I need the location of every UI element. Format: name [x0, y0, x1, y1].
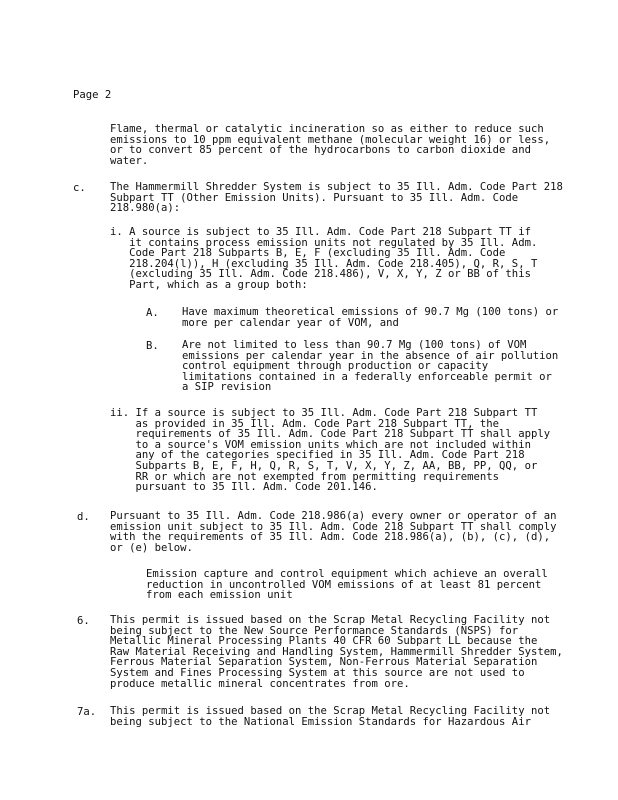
section-c-i-line: i. A source is subject to 35 Ill. Adm. Code Part 218 Subpart TT if: [110, 226, 531, 238]
section-6-line: produce metallic mineral concentrates from ore.: [110, 677, 410, 690]
section-d-paragraph: [110, 511, 556, 553]
section-c-ii-line: as provided in 35 Ill. Adm. Code Part 218 Subpart TT, the: [110, 417, 500, 430]
item-a-paragraph: [182, 307, 558, 328]
item-b-letter: B.: [146, 340, 159, 352]
section-c-line: 218.980(a):: [110, 202, 181, 215]
section-c-line: The Hammermill Shredder System is subject to 35 Ill. Adm. Code Part 218: [110, 181, 563, 193]
section-d-sub-line: Emission capture and control equipment which achieve an overall: [146, 568, 548, 580]
intro-line: Flame, thermal or catalytic incineration so as either to reduce such: [110, 123, 544, 135]
section-7a-line: This permit is issued based on the Scrap Metal Recycling Facility not: [110, 705, 551, 717]
section-c-ii-line: any of the categories specified in 35 Ill. Adm. Code Part 218: [110, 449, 525, 462]
section-7a-paragraph: [110, 706, 550, 727]
intro-line: emissions to 10 ppm equivalent methane (molecular weight 16) or less,: [110, 133, 551, 146]
section-d-number: d.: [77, 511, 90, 523]
item-b-line: limitations contained in a federally enforceable permit or: [182, 370, 552, 383]
section-c-i-line: Code Part 218 Subparts B, E, F (excluding 35 Ill. Adm. Code: [110, 247, 506, 260]
section-d-sub-line: from each emission unit: [146, 589, 293, 602]
item-b-line: control equipment through production or capacity: [182, 360, 489, 373]
intro-paragraph: [110, 124, 550, 166]
section-c-i-line: it contains process emission units not regulated by 35 Ill. Adm.: [110, 236, 538, 249]
section-6-line: Metallic Mineral Processing Plants 40 CFR 60 Subpart LL because the: [110, 635, 538, 648]
item-b-line: a SIP revision: [182, 381, 272, 394]
section-6-line: Ferrous Material Separation System, Non-Ferrous Material Separation: [110, 656, 538, 669]
section-6-paragraph: [110, 615, 563, 689]
item-a-line: Have maximum theoretical emissions of 90.7 Mg (100 tons) or: [182, 306, 559, 318]
section-c-ii-line: RR or which are not exempted from permitting requirements: [110, 470, 500, 483]
section-d-line: Pursuant to 35 Ill. Adm. Code 218.986(a) every owner or operator of an: [110, 510, 557, 522]
section-6-line: being subject to the New Source Performance Standards (NSPS) for: [110, 624, 519, 637]
section-6-number: 6.: [77, 615, 90, 627]
section-c-ii-line: Subparts B, E, F, H, Q, R, S, T, V, X, Y, Z, AA, BB, PP, QQ, or: [110, 459, 538, 472]
section-7a-number: 7a.: [77, 706, 97, 718]
section-c-number: c.: [73, 182, 86, 194]
intro-line: water.: [110, 154, 149, 167]
section-c-ii-paragraph: [110, 408, 550, 493]
item-b-paragraph: [182, 340, 558, 393]
item-a-letter: A.: [146, 307, 159, 319]
section-d-line: with the requirements of 35 Ill. Adm. Code 218.986(a), (b), (c), (d),: [110, 531, 551, 544]
section-6-line: Raw Material Receiving and Handling System, Hammermill Shredder System,: [110, 645, 563, 658]
section-c-paragraph: [110, 182, 563, 214]
section-c-i-paragraph: [110, 227, 537, 291]
section-c-i-line: (excluding 35 Ill. Adm. Code 218.486), V, X, Y, Z or BB of this: [110, 268, 531, 281]
section-c-ii-line: ii. If a source is subject to 35 Ill. Adm. Code Part 218 Subpart TT: [110, 407, 538, 419]
section-c-i-line: Part, which as a group both:: [110, 278, 308, 291]
section-c-ii-line: to a source's VOM emission units which are not included within: [110, 438, 531, 451]
page-number: Page 2: [73, 89, 112, 101]
intro-line: or to convert 85 percent of the hydrocarbons to carbon dioxide and: [110, 144, 531, 157]
section-7a-line: being subject to the National Emission Standards for Hazardous Air: [110, 715, 531, 728]
section-c-line: Subpart TT (Other Emission Units). Pursuant to 35 Ill. Adm. Code: [110, 191, 519, 204]
section-d-line: or (e) below.: [110, 541, 193, 554]
section-d-line: emission unit subject to 35 Ill. Adm. Code 218 Subpart TT shall comply: [110, 520, 557, 533]
section-d-sub-paragraph: [146, 569, 548, 601]
item-b-line: emissions per calendar year in the absence of air pollution: [182, 349, 559, 362]
section-6-line: This permit is issued based on the Scrap Metal Recycling Facility not: [110, 614, 551, 626]
item-a-line: more per calendar year of VOM, and: [182, 316, 399, 329]
item-b-line: Are not limited to less than 90.7 Mg (100 tons) of VOM: [182, 339, 527, 351]
section-d-sub-line: reduction in uncontrolled VOM emissions of at least 81 percent: [146, 578, 542, 591]
section-c-i-line: 218.204(l)), H (excluding 35 Ill. Adm. Code 218.405), Q, R, S, T: [110, 257, 538, 270]
section-6-line: System and Fines Processing System at this source are not used to: [110, 666, 525, 679]
section-c-ii-line: pursuant to 35 Ill. Adm. Code 201.146.: [110, 481, 378, 494]
section-c-ii-line: requirements of 35 Ill. Adm. Code Part 218 Subpart TT shall apply: [110, 428, 551, 441]
